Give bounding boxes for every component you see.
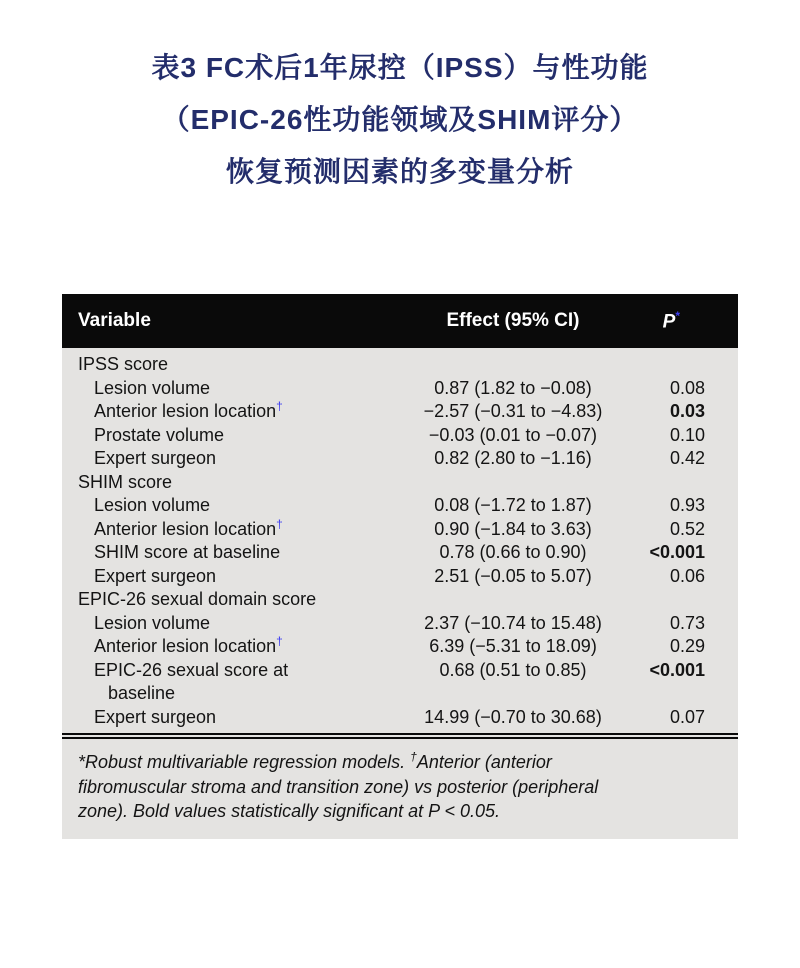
column-header-variable: Variable xyxy=(78,310,151,331)
variable-cell: Expert surgeon xyxy=(94,565,217,586)
variable-cell: Expert surgeon xyxy=(94,448,217,468)
variable-cell: Lesion volume xyxy=(94,495,211,515)
data-table xyxy=(62,294,738,839)
footnote-asterisk: * xyxy=(78,752,86,772)
table-row xyxy=(62,424,738,448)
effect-cell: 0.78 (0.66 to 0.90) xyxy=(439,542,587,562)
p-value-cell: 0.29 xyxy=(669,636,705,656)
title-line-3: 恢复预测因素的多变量分析 xyxy=(225,156,574,187)
p-value-cell: 0.08 xyxy=(669,377,705,398)
section-header-row xyxy=(62,471,738,495)
effect-cell: 14.99 (−0.70 to 30.68) xyxy=(424,706,602,727)
title-line-2: （EPIC-26性功能领域及SHIM评分） xyxy=(161,104,639,135)
footnote-text-2: Anterior (anterior fibromuscular stroma and transition zone) vs posterior (peripheral zone). Bold values statistically significant at P < 0.05. xyxy=(78,752,599,821)
variable-cell: Lesion volume xyxy=(94,377,211,398)
page-title xyxy=(0,0,800,198)
table-row xyxy=(62,518,738,542)
variable-cell: Expert surgeon xyxy=(94,706,217,727)
variable-cell-line-2: baseline xyxy=(108,683,176,703)
section-header-row xyxy=(62,353,738,377)
footnote-text-1: Robust multivariable regression models. xyxy=(85,752,411,772)
effect-cell: 6.39 (−5.31 to 18.09) xyxy=(429,636,597,656)
dagger-superscript: † xyxy=(276,516,283,531)
p-value-cell: 0.73 xyxy=(669,612,705,633)
effect-cell: 2.37 (−10.74 to 15.48) xyxy=(424,612,602,633)
effect-cell: −2.57 (−0.31 to −4.83) xyxy=(423,401,603,421)
table-row xyxy=(62,612,738,636)
table-header-row xyxy=(62,294,738,348)
effect-cell: 2.51 (−0.05 to 5.07) xyxy=(434,565,592,586)
title-line-1: 表3 FC术后1年尿控（IPSS）与性功能 xyxy=(151,52,649,83)
variable-cell: Anterior lesion location† xyxy=(94,516,283,539)
effect-cell: 0.68 (0.51 to 0.85) xyxy=(439,659,587,680)
dagger-superscript: † xyxy=(276,634,283,648)
p-value-cell: 0.52 xyxy=(669,518,705,539)
variable-cell: Lesion volume xyxy=(94,612,211,633)
table-row xyxy=(62,659,738,706)
effect-cell: 0.87 (1.82 to −0.08) xyxy=(434,377,592,398)
effect-cell: 0.08 (−1.72 to 1.87) xyxy=(434,495,592,515)
p-value-cell: 0.42 xyxy=(669,448,705,468)
column-header-effect: Effect (95% CI) xyxy=(446,310,580,331)
table-footnote xyxy=(62,733,738,839)
effect-cell: 0.90 (−1.84 to 3.63) xyxy=(434,518,592,539)
table-row xyxy=(62,541,738,565)
variable-cell: Prostate volume xyxy=(94,424,225,445)
asterisk-marker: * xyxy=(675,308,680,323)
p-value-cell: <0.001 xyxy=(649,542,705,562)
p-value-cell: 0.03 xyxy=(669,401,705,421)
effect-cell: 0.82 (2.80 to −1.16) xyxy=(434,448,592,468)
p-value-cell: 0.06 xyxy=(669,565,705,586)
variable-cell: EPIC-26 sexual score at baseline xyxy=(62,659,378,706)
dagger-superscript: † xyxy=(276,399,283,413)
table-row xyxy=(62,400,738,424)
variable-cell: SHIM score at baseline xyxy=(94,542,281,562)
table-row xyxy=(62,706,738,730)
variable-cell: Anterior lesion location† xyxy=(94,399,283,421)
table-row xyxy=(62,635,738,659)
column-header-p xyxy=(648,309,738,333)
section-label: SHIM score xyxy=(78,471,173,492)
section-header-row xyxy=(62,588,738,612)
table-row xyxy=(62,377,738,401)
table-row xyxy=(62,565,738,589)
section-label: IPSS score xyxy=(78,354,169,374)
p-value-cell: <0.001 xyxy=(649,659,705,680)
effect-cell: −0.03 (0.01 to −0.07) xyxy=(428,424,598,445)
p-label: P xyxy=(662,311,676,333)
table-row xyxy=(62,494,738,518)
p-value-cell: 0.07 xyxy=(669,706,705,727)
variable-cell: Anterior lesion location† xyxy=(94,634,283,656)
section-label: EPIC-26 sexual domain score xyxy=(78,589,317,609)
footnote-dagger: † xyxy=(410,750,417,764)
table-body xyxy=(62,348,738,733)
table-row xyxy=(62,447,738,471)
p-value-cell: 0.10 xyxy=(669,424,705,445)
p-value-cell: 0.93 xyxy=(669,495,705,515)
